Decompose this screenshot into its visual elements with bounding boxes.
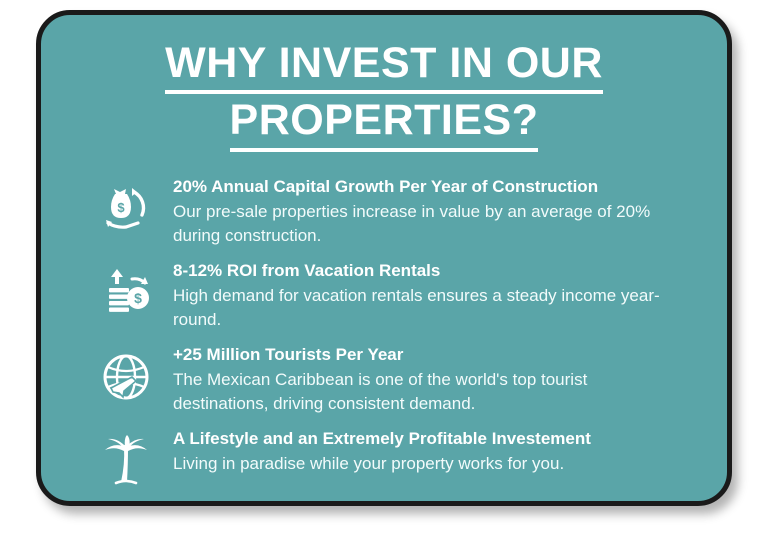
- globe-airplane-icon: [81, 344, 173, 404]
- list-item: [81, 428, 693, 488]
- page-title: [41, 15, 727, 158]
- benefit-body: High demand for vacation rentals ensures a steady income year-round.: [173, 286, 660, 330]
- benefit-heading: +25 Million Tourists Per Year: [173, 345, 404, 365]
- stacked-cash-roi-icon: [81, 260, 173, 320]
- list-item: [81, 260, 693, 332]
- benefits-list: [41, 176, 727, 489]
- page-title-line-2: PROPERTIES?: [230, 94, 539, 151]
- benefit-heading: A Lifestyle and an Extremely Profitable Investement: [173, 429, 591, 449]
- svg-text:$: $: [134, 290, 142, 307]
- benefit-heading: 8-12% ROI from Vacation Rentals: [173, 261, 441, 281]
- benefit-body: The Mexican Caribbean is one of the world's top tourist destinations, driving consistent demand.: [173, 370, 588, 414]
- benefit-body: Living in paradise while your property works for you.: [173, 454, 565, 474]
- page-title-line-1: WHY INVEST IN OUR: [165, 37, 603, 94]
- benefit-body: Our pre-sale properties increase in value by an average of 20% during construction.: [173, 201, 651, 245]
- palm-tree-icon: [81, 428, 173, 488]
- list-item: [81, 176, 693, 248]
- list-item: [81, 344, 693, 416]
- why-invest-card: [36, 10, 732, 506]
- money-bag-growth-icon: [81, 176, 173, 236]
- svg-text:$: $: [117, 199, 125, 215]
- benefit-heading: 20% Annual Capital Growth Per Year of Construction: [173, 176, 599, 196]
